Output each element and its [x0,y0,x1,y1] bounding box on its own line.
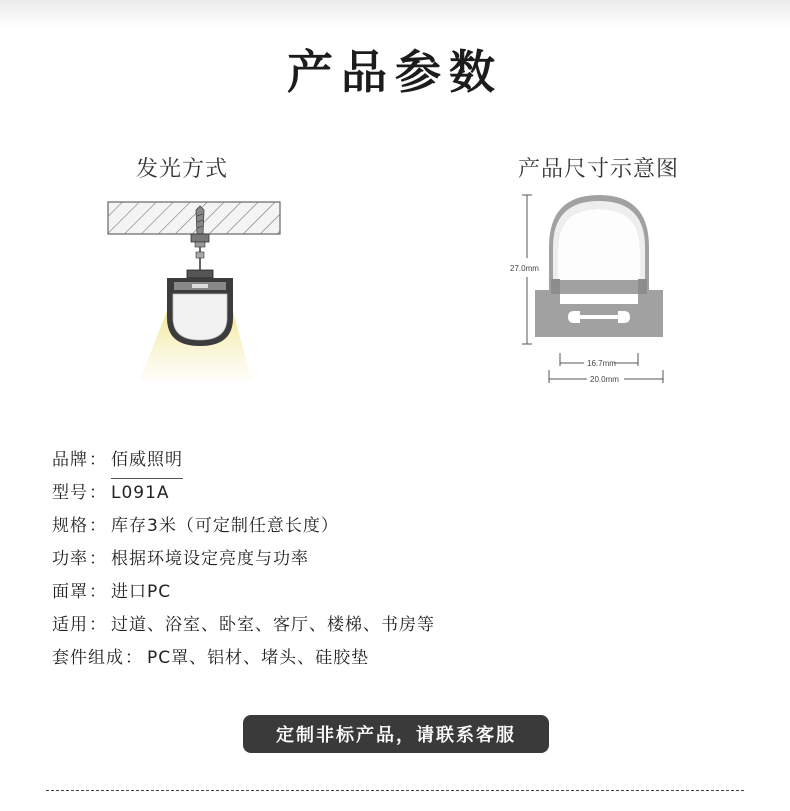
dimension-diagram-label: 产品尺寸示意图 [518,157,680,182]
spec-row-brand [52,444,435,477]
spec-key: 规格 [52,516,88,536]
spec-value-kit: PC罩、铝材、堵头、硅胶垫 [147,648,370,668]
spec-value-size: 库存3米（可定制任意长度） [111,516,339,536]
suspension-wire [196,247,204,270]
height-label: 27.0mm [510,264,539,273]
spec-row-kit [52,642,435,675]
spec-list [52,444,435,675]
spec-row-cover [52,576,435,609]
spec-row-size [52,510,435,543]
outer-width-label: 20.0mm [590,375,619,384]
spec-value-brand: 佰威照明 [111,444,183,479]
spec-key: 适用 [52,615,88,635]
spec-row-model [52,477,435,510]
spec-key: 功率 [52,549,88,569]
inner-width-label: 16.7mm [587,359,616,368]
spec-key: 套件组成 [52,648,124,668]
spec-key: 面罩 [52,582,88,602]
profile-cross-section [535,195,663,337]
spec-separator: ： [89,516,107,536]
spec-row-power [52,543,435,576]
spec-separator: ： [125,648,143,668]
page-title: 产品参数 [287,45,503,99]
led-profile-side [167,270,233,346]
spec-key: 品牌 [52,450,88,470]
ceiling-slab [108,202,280,234]
top-fade [0,0,790,28]
dashed-divider [46,790,744,791]
spec-separator: ： [89,582,107,602]
lighting-method-diagram [100,190,300,390]
spec-separator: ： [89,483,107,503]
spec-value-model: L091A [111,483,170,503]
lighting-method-label: 发光方式 [136,157,229,182]
spec-value-power: 根据环境设定亮度与功率 [111,549,309,569]
spec-separator: ： [89,615,107,635]
spec-row-usage [52,609,435,642]
spec-key: 型号 [52,483,88,503]
spec-separator: ： [89,450,107,470]
spec-value-cover: 进口PC [111,582,172,602]
spec-separator: ： [89,549,107,569]
dimension-diagram [500,185,690,395]
spec-value-usage: 过道、浴室、卧室、客厅、楼梯、书房等 [111,615,435,635]
contact-service-button[interactable]: 定制非标产品，请联系客服 [243,715,549,753]
